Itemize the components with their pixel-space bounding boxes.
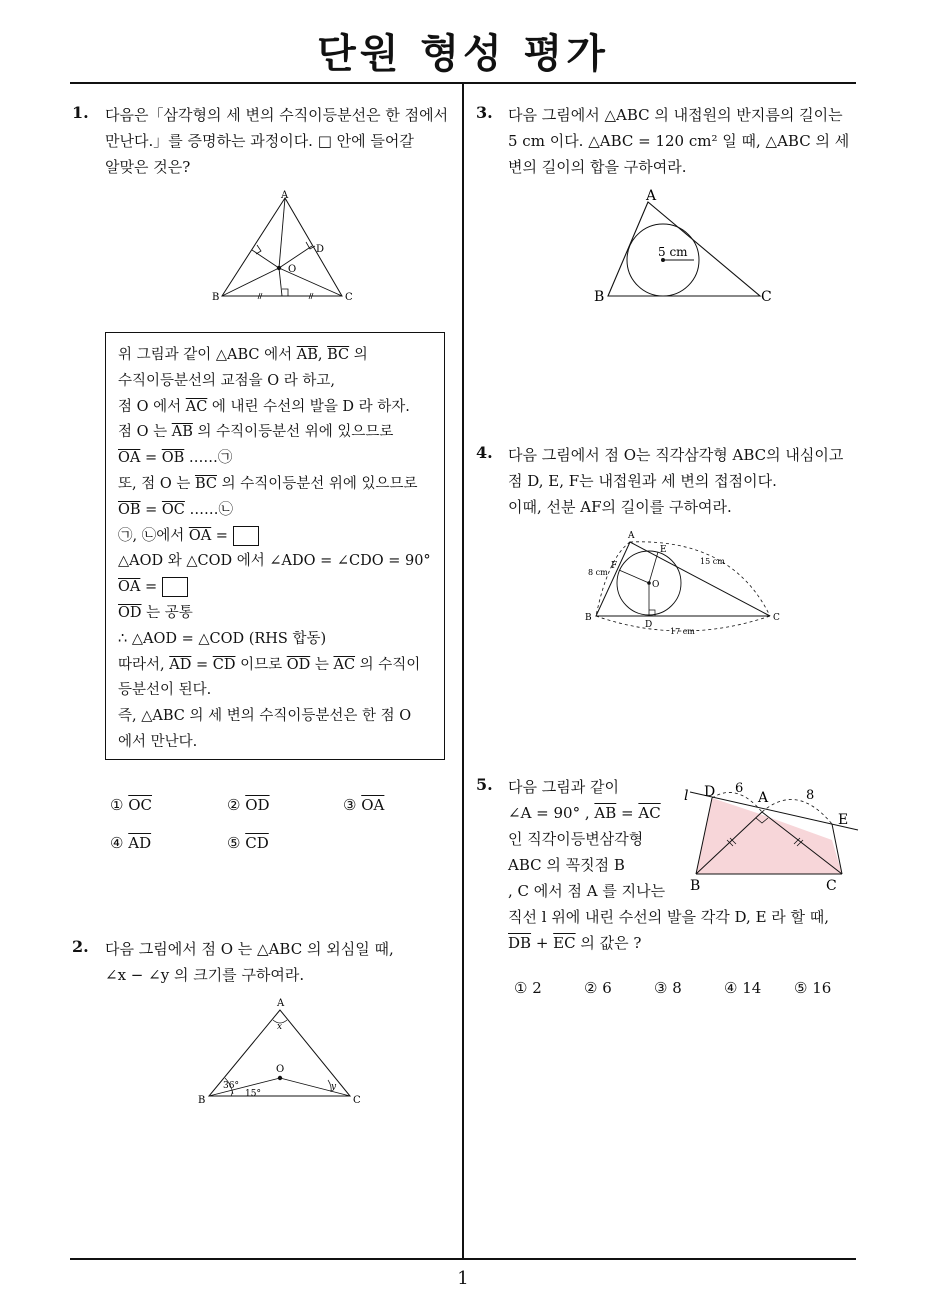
t: =: [191, 656, 213, 673]
q2-line: ∠x − ∠y 의 크기를 구하여라.: [105, 966, 305, 984]
proof-line-8: [118, 524, 434, 550]
q3-line: 변의 길이의 합을 구하여라.: [508, 158, 687, 176]
q4-label-C: C: [773, 613, 780, 623]
t: 는 공통: [141, 604, 193, 621]
q3-line: 다음 그림에서 △ABC 의 내접원의 반지름의 길이는: [508, 106, 843, 124]
proof-line-12: ∴ △AOD = △COD (RHS 합동): [118, 630, 327, 647]
q2-text: [105, 936, 455, 988]
q5-line-5: , C 에서 점 A 를 지나는: [508, 882, 666, 900]
q5-label-A: A: [758, 790, 769, 806]
proof-line-14: 등분선이 된다.: [118, 682, 212, 699]
choice-value: $\overline{AD}$: [128, 834, 152, 852]
q1-choice-2[interactable]: [227, 796, 270, 814]
q4-line: 이때, 선분 AF의 길이를 구하여라.: [508, 498, 732, 516]
choice-marker: ②: [227, 796, 241, 814]
q4-number: 4.: [476, 443, 493, 462]
seg: $\overline{OA}$: [118, 579, 141, 596]
seg: $\overline{AB}$: [171, 424, 193, 441]
q3-label-B: B: [594, 289, 605, 305]
q1-line: 만난다.」를 증명하는 과정이다. □ 안에 들어갈: [105, 132, 414, 150]
proof-line-13: [118, 653, 434, 679]
seg: $\overline{CD}$: [212, 656, 236, 673]
proof-line-7: [118, 498, 434, 524]
t: =: [140, 501, 162, 518]
choice-marker: ②: [584, 979, 598, 997]
q4-label-D: D: [645, 620, 653, 630]
q5-label-E: E: [838, 812, 849, 828]
q5-line-1: 다음 그림과 같이: [508, 778, 619, 796]
q1-label-D: D: [316, 244, 325, 255]
choice-value: $\overline{OA}$: [361, 796, 385, 814]
q5-label-B: B: [690, 878, 701, 894]
proof-line-2: 수직이등분선의 교점을 O 라 하고,: [118, 372, 336, 389]
q5-line-6: 직선 l 위에 내린 수선의 발을 각각 D, E 라 할 때,: [508, 908, 830, 926]
q2-label-x: x: [277, 1022, 283, 1032]
q2-figure: [195, 996, 375, 1111]
proof-line-15: 즉, △ABC 의 세 변의 수직이등분선은 한 점 O: [118, 708, 412, 725]
choice-value: 16: [812, 979, 832, 997]
t: 점 O 에서: [118, 398, 186, 415]
q4-line: 다음 그림에서 점 O는 직각삼각형 ABC의 내심이고: [508, 446, 844, 464]
q1-label-O: O: [288, 264, 297, 275]
q4-label-B: B: [585, 613, 592, 623]
q5-line-3: 인 직각이등변삼각형: [508, 830, 644, 848]
q4-line: 점 D, E, F는 내접원과 세 변의 접점이다.: [508, 472, 777, 490]
bottom-rule: [70, 1258, 856, 1260]
q4-text: [508, 442, 858, 520]
choice-value: 8: [672, 979, 682, 997]
t: =: [140, 579, 162, 596]
answer-blank: [233, 526, 259, 546]
q2-angle-36: 36°: [223, 1081, 239, 1091]
q2-line: 다음 그림에서 점 O 는 △ABC 의 외심일 때,: [105, 940, 394, 958]
q5-choice-2[interactable]: [584, 979, 612, 997]
q1-proof-box: [105, 332, 445, 760]
t: +: [531, 934, 554, 952]
seg: $\overline{AC}$: [185, 398, 208, 415]
choice-marker: ④: [110, 834, 124, 852]
t: =: [616, 804, 639, 822]
proof-line-6: [118, 472, 434, 498]
t: 의 값은 ?: [575, 934, 642, 952]
proof-line-3: [118, 395, 434, 421]
q2-label-B: B: [198, 1095, 206, 1106]
t: ∠A = 90° ,: [508, 804, 595, 822]
q4-label-A: A: [628, 531, 635, 541]
choice-marker: ①: [110, 796, 124, 814]
choice-value: 14: [742, 979, 762, 997]
q4-length-8: 8 cm: [588, 568, 608, 577]
t: ……㉡: [184, 501, 234, 518]
t: ㉠, ㉡에서: [118, 527, 189, 544]
q3-text: [508, 102, 858, 180]
seg: $\overline{OC}$: [161, 501, 185, 518]
q1-text: [105, 102, 455, 180]
q3-figure: [590, 188, 780, 308]
answer-blank: [162, 577, 188, 597]
q1-number: 1.: [72, 103, 89, 122]
seg: $\overline{OA}$: [188, 527, 212, 544]
seg: $\overline{EC}$: [553, 934, 576, 952]
page-number: 1: [457, 1268, 469, 1289]
t: 또, 점 O 는: [118, 475, 195, 492]
t: 의 수직이: [355, 656, 421, 673]
q4-label-O: O: [652, 580, 660, 590]
q4-figure: [582, 528, 787, 640]
seg: $\overline{AC}$: [333, 656, 356, 673]
t: 는: [310, 656, 334, 673]
t: =: [140, 450, 162, 467]
q4-length-17: 17 cm: [670, 627, 695, 636]
choice-marker: ④: [724, 979, 738, 997]
q1-label-C: C: [345, 292, 353, 303]
q1-line: 알맞은 것은?: [105, 158, 191, 176]
q2-label-C: C: [353, 1095, 361, 1106]
t: 점 O 는: [118, 424, 172, 441]
q2-number: 2.: [72, 937, 89, 956]
choice-value: 2: [532, 979, 542, 997]
q5-choice-5[interactable]: [794, 979, 831, 997]
t: 이므로: [235, 656, 287, 673]
q1-choice-1[interactable]: [110, 796, 152, 814]
choice-marker: ⑤: [227, 834, 241, 852]
seg: $\overline{BC}$: [327, 347, 350, 363]
page-title: 단원 형성 평가: [317, 31, 609, 77]
proof-line-5: [118, 446, 434, 472]
q5-line-4: ABC 의 꼭짓점 B: [508, 856, 625, 874]
t: =: [211, 527, 233, 544]
seg: $\overline{AB}$: [296, 347, 318, 363]
choice-marker: ⑤: [794, 979, 808, 997]
q1-choice-4[interactable]: [110, 834, 151, 852]
q2-label-O: O: [276, 1064, 285, 1075]
seg: $\overline{OD}$: [286, 656, 311, 673]
seg: $\overline{AB}$: [594, 804, 617, 822]
q3-label-C: C: [761, 289, 772, 305]
choice-marker: ③: [654, 979, 668, 997]
q5-line-7: [508, 930, 868, 956]
seg: $\overline{OA}$: [118, 450, 141, 467]
choice-value: $\overline{CD}$: [245, 834, 269, 852]
t: ……㉠: [184, 450, 233, 467]
q3-number: 3.: [476, 103, 493, 122]
seg: $\overline{AC}$: [638, 804, 661, 822]
q3-label-A: A: [646, 188, 657, 204]
q5-label-D: D: [704, 784, 716, 800]
q4-length-15: 15 cm: [700, 557, 725, 566]
seg: $\overline{BC}$: [194, 475, 217, 492]
q2-label-y: y: [331, 1082, 337, 1092]
column-divider: [462, 84, 464, 1258]
seg: $\overline{OD}$: [118, 604, 142, 621]
q5-label-l: l: [684, 788, 689, 804]
t: 에 내린 수선의 발을 D 라 하자.: [207, 398, 410, 415]
t: 의: [349, 347, 368, 363]
seg: $\overline{OB}$: [161, 450, 185, 467]
proof-line-16: 에서 만난다.: [118, 733, 198, 750]
choice-marker: ①: [514, 979, 528, 997]
t: ,: [317, 347, 328, 363]
choice-value: $\overline{OD}$: [245, 796, 270, 814]
q1-label-B: B: [212, 292, 220, 303]
q1-label-A: A: [281, 190, 289, 201]
q1-line: 다음은「삼각형의 세 변의 수직이등분선은 한 점에서: [105, 106, 449, 124]
t: 의 수직이등분선 위에 있으므로: [217, 475, 418, 492]
q5-figure: [682, 782, 862, 897]
choice-value: $\overline{OC}$: [128, 796, 153, 814]
seg: $\overline{AD}$: [169, 656, 192, 673]
q2-label-A: A: [277, 998, 285, 1009]
choice-marker: ③: [343, 796, 357, 814]
q1-figure: [200, 188, 360, 308]
proof-line-10: [118, 575, 434, 601]
q1-choice-3[interactable]: [343, 796, 384, 814]
seg: $\overline{DB}$: [508, 934, 532, 952]
q5-choice-4[interactable]: [724, 979, 761, 997]
proof-line-1: [118, 343, 434, 369]
t: 따라서,: [118, 656, 170, 673]
proof-line-9: △AOD 와 △COD 에서 ∠ADO = ∠CDO = 90°: [118, 553, 431, 570]
proof-line-11: [118, 601, 434, 627]
q5-label-C: C: [826, 878, 837, 894]
proof-line-4: [118, 420, 434, 446]
q5-choice-3[interactable]: [654, 979, 682, 997]
q4-label-F: F: [611, 561, 618, 571]
choice-value: 6: [602, 979, 612, 997]
t: 위 그림과 같이 △ABC 에서: [118, 347, 297, 363]
q1-choice-5[interactable]: [227, 834, 269, 852]
q5-length-6: 6: [735, 781, 744, 796]
q3-label-radius: 5 cm: [658, 245, 688, 259]
t: 의 수직이등분선 위에 있으므로: [192, 424, 394, 441]
q4-label-E: E: [660, 545, 667, 555]
q2-angle-15: 15°: [245, 1089, 261, 1099]
q5-number: 5.: [476, 775, 493, 794]
q5-choice-1[interactable]: [514, 979, 542, 997]
q5-length-8: 8: [806, 788, 815, 803]
q3-line: 5 cm 이다. △ABC = 120 cm² 일 때, △ABC 의 세: [508, 132, 850, 150]
seg: $\overline{OB}$: [118, 501, 141, 518]
